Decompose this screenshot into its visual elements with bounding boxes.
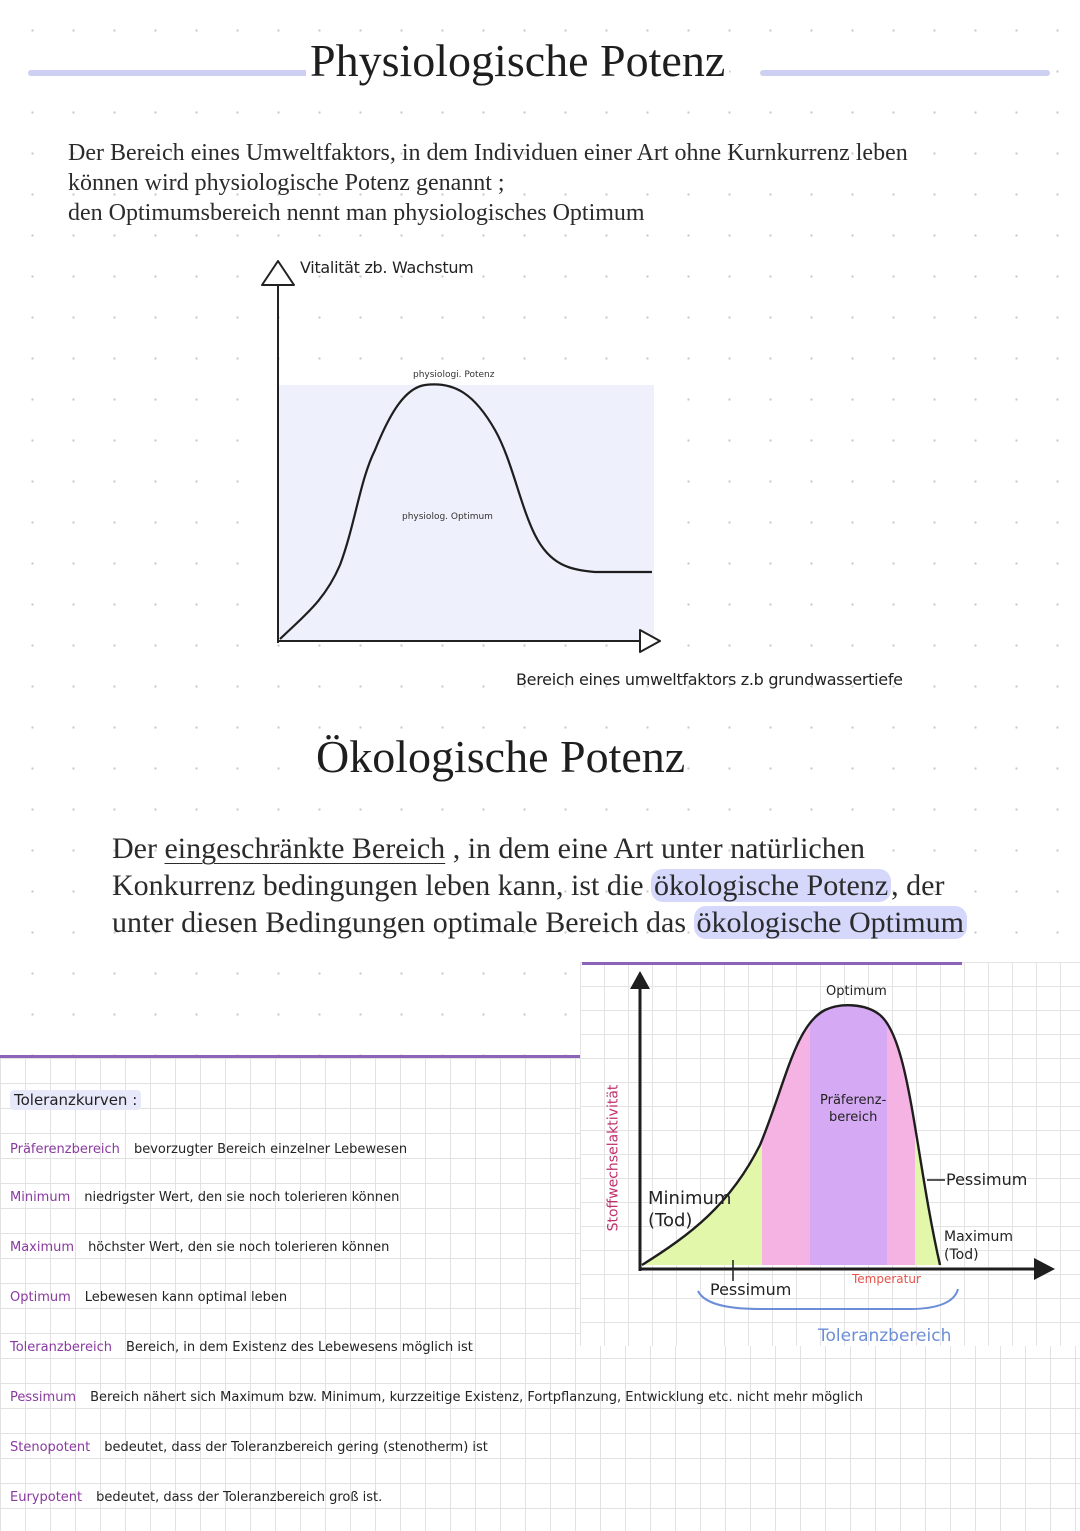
definition-toleranzbereich bbox=[10, 1340, 473, 1355]
term-maximum: Maximum bbox=[10, 1240, 75, 1255]
physio-y-arrow bbox=[262, 261, 294, 285]
oeko-text-4: , der bbox=[891, 869, 945, 902]
oeko-text-5: unter diesen Bedingungen optimale Bereich das bbox=[112, 906, 694, 939]
physio-peak-label: physiologi. Potenz bbox=[413, 370, 495, 380]
text-eurypotent: bedeutet, dass der Toleranzbereich groß ist. bbox=[96, 1490, 383, 1505]
physio-definition-line-2: können wird physiologische Potenz genannt ; bbox=[68, 170, 505, 196]
physio-optimum-label: physiolog. Optimum bbox=[402, 512, 493, 522]
chart-praeferenz-label: Präferenz- bereich bbox=[820, 1093, 887, 1125]
oeko-highlight-optimum: ökologische Optimum bbox=[694, 906, 967, 939]
text-stenopotent: bedeutet, dass der Toleranzbereich gering (stenotherm) ist bbox=[104, 1440, 488, 1455]
chart-toleranzbereich-label: Toleranzbereich bbox=[818, 1326, 952, 1346]
title-underline-right bbox=[760, 70, 1050, 76]
physio-definition bbox=[68, 138, 1048, 228]
zone-left-pink bbox=[762, 985, 810, 1275]
term-pessimum: Pessimum bbox=[10, 1390, 77, 1405]
physio-definition-line-1: Der Bereich eines Umweltfaktors, in dem Individuen einer Art ohne Kurnkurrenz leben bbox=[68, 140, 908, 166]
text-maximum: höchster Wert, den sie noch tolerieren können bbox=[88, 1240, 390, 1255]
definition-pessimum bbox=[10, 1390, 863, 1405]
definition-stenopotent bbox=[10, 1440, 488, 1455]
oeko-line-2 bbox=[112, 867, 1072, 904]
zone-praeferenz bbox=[810, 985, 887, 1275]
text-optimum: Lebewesen kann optimal leben bbox=[84, 1290, 288, 1305]
term-toleranzbereich: Toleranzbereich bbox=[10, 1340, 112, 1355]
physio-graph bbox=[250, 255, 680, 655]
term-stenopotent: Stenopotent bbox=[10, 1440, 91, 1455]
oeko-line-1 bbox=[112, 830, 1072, 867]
term-minimum: Minimum bbox=[10, 1190, 71, 1205]
text-praeferenz: bevorzugter Bereich einzelner Lebewesen bbox=[133, 1142, 408, 1157]
oeko-underlined: eingeschränkte Bereich bbox=[164, 832, 446, 865]
chart-pessimum-left-label: Pessimum bbox=[710, 1280, 792, 1299]
physio-x-axis-label: Bereich eines umweltfaktors z.b grundwassertiefe bbox=[516, 670, 903, 689]
oeko-definition bbox=[112, 830, 1072, 941]
chart-maximum-label: Maximum (Tod) bbox=[944, 1229, 1013, 1263]
tolerance-heading: Toleranzkurven : bbox=[10, 1090, 141, 1110]
oeko-text-2: , in dem eine Art unter natürlichen bbox=[445, 832, 866, 865]
tolerance-y-axis-label: Stoffwechselaktivität bbox=[605, 1084, 622, 1232]
tolerance-chart bbox=[580, 965, 1080, 1345]
oeko-line-3 bbox=[112, 904, 1072, 941]
physio-y-axis-label: Vitalität zb. Wachstum bbox=[300, 258, 474, 277]
definition-minimum bbox=[10, 1190, 399, 1205]
term-eurypotent: Eurypotent bbox=[10, 1490, 83, 1505]
chart-minimum-label: Minimum (Tod) bbox=[648, 1188, 732, 1231]
text-minimum: niedrigster Wert, den sie noch tolerieren können bbox=[84, 1190, 400, 1205]
page-title-oeko: Ökologische Potenz bbox=[316, 731, 686, 782]
title-underline-left bbox=[28, 70, 313, 76]
definition-praeferenz bbox=[10, 1142, 407, 1157]
tolerance-divider-line bbox=[0, 1055, 580, 1058]
chart-temperatur-label: Temperatur bbox=[852, 1272, 921, 1286]
term-praeferenz: Präferenzbereich bbox=[10, 1142, 120, 1157]
tolerance-y-arrow bbox=[630, 971, 650, 989]
definition-optimum bbox=[10, 1290, 287, 1305]
tolerance-x-arrow bbox=[1034, 1258, 1055, 1280]
definition-maximum bbox=[10, 1240, 389, 1255]
page-title-physio: Physiologische Potenz bbox=[306, 34, 729, 87]
chart-optimum-label: Optimum bbox=[826, 984, 887, 999]
physio-definition-line-3: den Optimumsbereich nennt man physiologisches Optimum bbox=[68, 200, 645, 226]
oeko-text-1: Der bbox=[112, 832, 165, 865]
text-toleranzbereich: Bereich, in dem Existenz des Lebewesens möglich ist bbox=[125, 1340, 473, 1355]
oeko-highlight-potenz: ökologische Potenz bbox=[651, 869, 891, 902]
term-optimum: Optimum bbox=[10, 1290, 71, 1305]
chart-pessimum-right-label: Pessimum bbox=[946, 1170, 1028, 1189]
text-pessimum: Bereich nähert sich Maximum bzw. Minimum, kurzzeitige Existenz, Fortpflanzung, Entwicklung etc. nicht mehr möglich bbox=[90, 1390, 864, 1405]
oeko-text-3: Konkurrenz bedingungen leben kann, ist die bbox=[112, 869, 652, 902]
definition-eurypotent bbox=[10, 1490, 382, 1505]
